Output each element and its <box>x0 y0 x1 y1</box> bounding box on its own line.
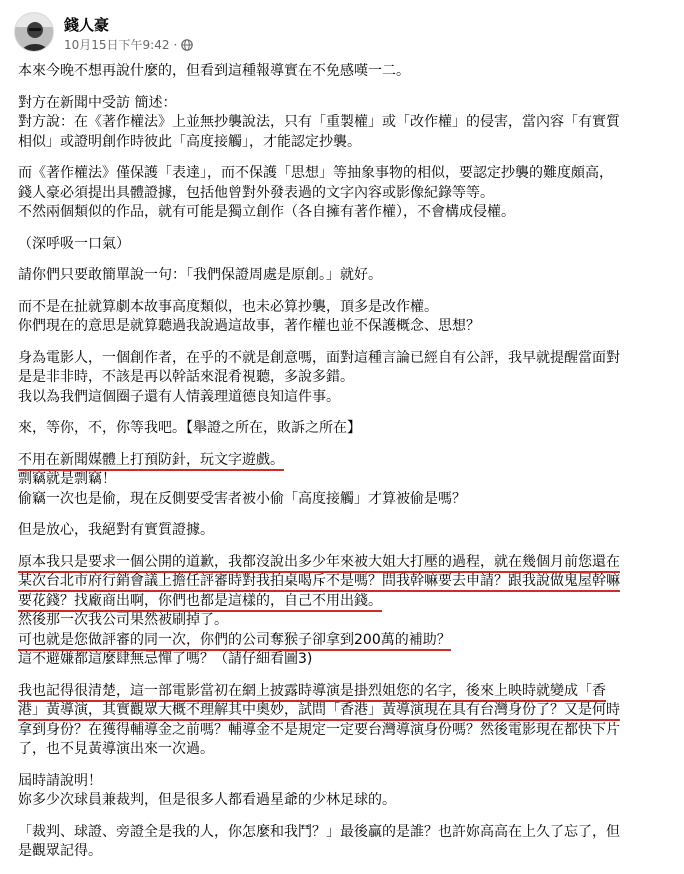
underlined-text: 不用在新聞媒體上打預防針，玩文字遊戲。 <box>18 452 284 471</box>
post-line <box>18 266 668 286</box>
post-line <box>18 791 668 811</box>
post-text: 然後那一次我公司果然被刷掉了。 <box>18 612 228 628</box>
post-line <box>18 419 668 439</box>
post-text: 你們現在的意思是就算聽過我說過這故事，著作權也並不保護概念、思想？ <box>18 318 480 334</box>
post-paragraph <box>18 62 668 82</box>
post-line <box>18 349 668 369</box>
post-text: 了，也不見黃導演出來一次過。 <box>18 741 214 757</box>
post-body <box>18 62 668 874</box>
post-line <box>18 721 668 741</box>
post-text: 我以為我們這個圈子還有人情義理道德良知這件事。 <box>18 388 340 405</box>
post-line <box>18 94 668 114</box>
post-line <box>18 164 668 184</box>
post-paragraph <box>18 553 668 670</box>
post-meta <box>64 36 193 53</box>
post-text: 請你們只要敢簡單說一句：「我們保證周處是原創。」就好。 <box>18 267 382 283</box>
post-text: 這不避嫌都這麼肆無忌憚了嗎？（請仔細看圖3) <box>18 651 313 667</box>
post-text: 對方說：在《著作權法》上並無抄襲說法，只有「重製權」或「改作權」的侵害，當內容「有實質 <box>18 114 620 130</box>
post-line <box>18 368 668 388</box>
post-paragraph <box>18 266 668 286</box>
post-paragraph <box>18 823 668 862</box>
post-text: 剽竊就是剽竊！ <box>18 471 116 487</box>
globe-icon[interactable] <box>181 39 193 51</box>
post-paragraph <box>18 349 668 408</box>
underlined-text: 某次台北市府行銷會議上擔任評審時對我拍桌喝斥不是嗎？問我幹嘛要去申請？跟我說做鬼屋幹嘛 <box>18 573 620 592</box>
post-line <box>18 592 668 612</box>
post-line <box>18 490 668 510</box>
post-line <box>18 682 668 702</box>
post-text: 身為電影人，一個創作者，在乎的不就是創意嗎，面對這種言論已經自有公評，我早就提醒當面對 <box>18 349 620 366</box>
post-line <box>18 470 668 490</box>
post-text: 偷竊一次也是偷，現在反側要受害者被小偷「高度接觸」才算被偷是嗎？ <box>18 490 466 507</box>
post-paragraph <box>18 451 668 510</box>
post-text: 對方在新聞中受訪 簡述： <box>18 94 177 111</box>
post-text: 來，等你，不，你等我吧。【舉證之所在，敗訴之所在】 <box>18 420 361 436</box>
post-paragraph <box>18 419 668 439</box>
post-line <box>18 611 668 631</box>
post-line <box>18 113 668 133</box>
avatar[interactable] <box>14 12 54 52</box>
post-line <box>18 203 668 223</box>
post-line <box>18 388 668 408</box>
post-text: 本來今晚不想再說什麼的，但看到這種報導實在不免感嘆一二。 <box>18 63 410 79</box>
post-line <box>18 521 668 541</box>
meta-separator: · <box>173 37 178 52</box>
post-text: 妳多少次球員兼裁判，但是很多人都看過星爺的少林足球的。 <box>18 792 396 808</box>
underlined-text: 原本我只是要求一個公開的道歉，我都沒說出多少年來被大姐大打壓的過程，就在幾個月前您還在 <box>18 554 620 573</box>
post-text: 而不是在扯就算劇本故事高度類似，也未必算抄襲，頂多是改作權。 <box>18 298 438 315</box>
post-paragraph <box>18 772 668 811</box>
post-paragraph <box>18 94 668 153</box>
post-line <box>18 701 668 721</box>
post-line <box>18 572 668 592</box>
post-line <box>18 298 668 318</box>
post-text: 屆時請說明！ <box>18 772 102 789</box>
post-timestamp[interactable]: 10月15日下午9:42 <box>64 38 170 52</box>
post-paragraph <box>18 164 668 223</box>
post-line <box>18 772 668 792</box>
post-text: 拿到身份？在獲得輔導金之前嗎？輔導金不是規定一定要台灣導演身份嗎？然後電影現在都快下片 <box>18 721 620 738</box>
post-text: 但是放心，我絕對有實質證據。 <box>18 522 214 538</box>
post-text: 相似」或證明創作時彼此「高度接觸」，才能認定抄襲。 <box>18 133 361 150</box>
underlined-text: 我也記得很清楚，這一部電影當初在網上披露時導演是掛烈姐您的名字，後來上映時就變成「香 <box>18 683 606 702</box>
post-text: 是是非非時，不該是再以幹話來混肴視聽，多說多錯。 <box>18 369 354 385</box>
post-line <box>18 553 668 573</box>
post-line <box>18 823 668 843</box>
post-text: 是觀眾記得。 <box>18 843 102 859</box>
post-line <box>18 650 668 670</box>
post-paragraph <box>18 235 668 255</box>
post-text: 「裁判、球證、旁證全是我的人，你怎麼和我鬥？」最後贏的是誰？也許妳高高在上久了忘了，但 <box>18 823 620 840</box>
post-line <box>18 631 668 651</box>
post-text: （深呼吸一口氣） <box>18 235 130 252</box>
post-line <box>18 451 668 471</box>
post-text: 錢人豪必須提出具體證據，包括他曾對外發表過的文字內容或影像紀錄等等。 <box>18 184 494 201</box>
post-line <box>18 184 668 204</box>
post-line <box>18 133 668 153</box>
post-line <box>18 842 668 862</box>
underlined-text: 可也就是您做評審的同一次，你們的公司奪猴子卻拿到200萬的補助？ <box>18 632 451 651</box>
post-paragraph <box>18 298 668 337</box>
post-text: 不然兩個類似的作品，就有可能是獨立創作（各自擁有著作權），不會構成侵權。 <box>18 204 515 220</box>
post-line <box>18 317 668 337</box>
author-name[interactable]: 錢人豪 <box>64 16 110 34</box>
underlined-text: 港」黃導演，其實觀眾大概不理解其中奧妙，試問「香港」黃導演現在具有台灣身份了？又是何時 <box>18 702 620 721</box>
post-line <box>18 62 668 82</box>
avatar-image <box>15 13 54 52</box>
post-paragraph <box>18 521 668 541</box>
post-line <box>18 740 668 760</box>
underlined-text: 要花錢？找廠商出啊，你們也都是這樣的，自己不用出錢。 <box>18 593 382 612</box>
post-paragraph <box>18 682 668 760</box>
post-line <box>18 235 668 255</box>
post-text: 而《著作權法》僅保護「表達」，而不保護「思想」等抽象事物的相似，要認定抄襲的難度頗高， <box>18 165 613 181</box>
